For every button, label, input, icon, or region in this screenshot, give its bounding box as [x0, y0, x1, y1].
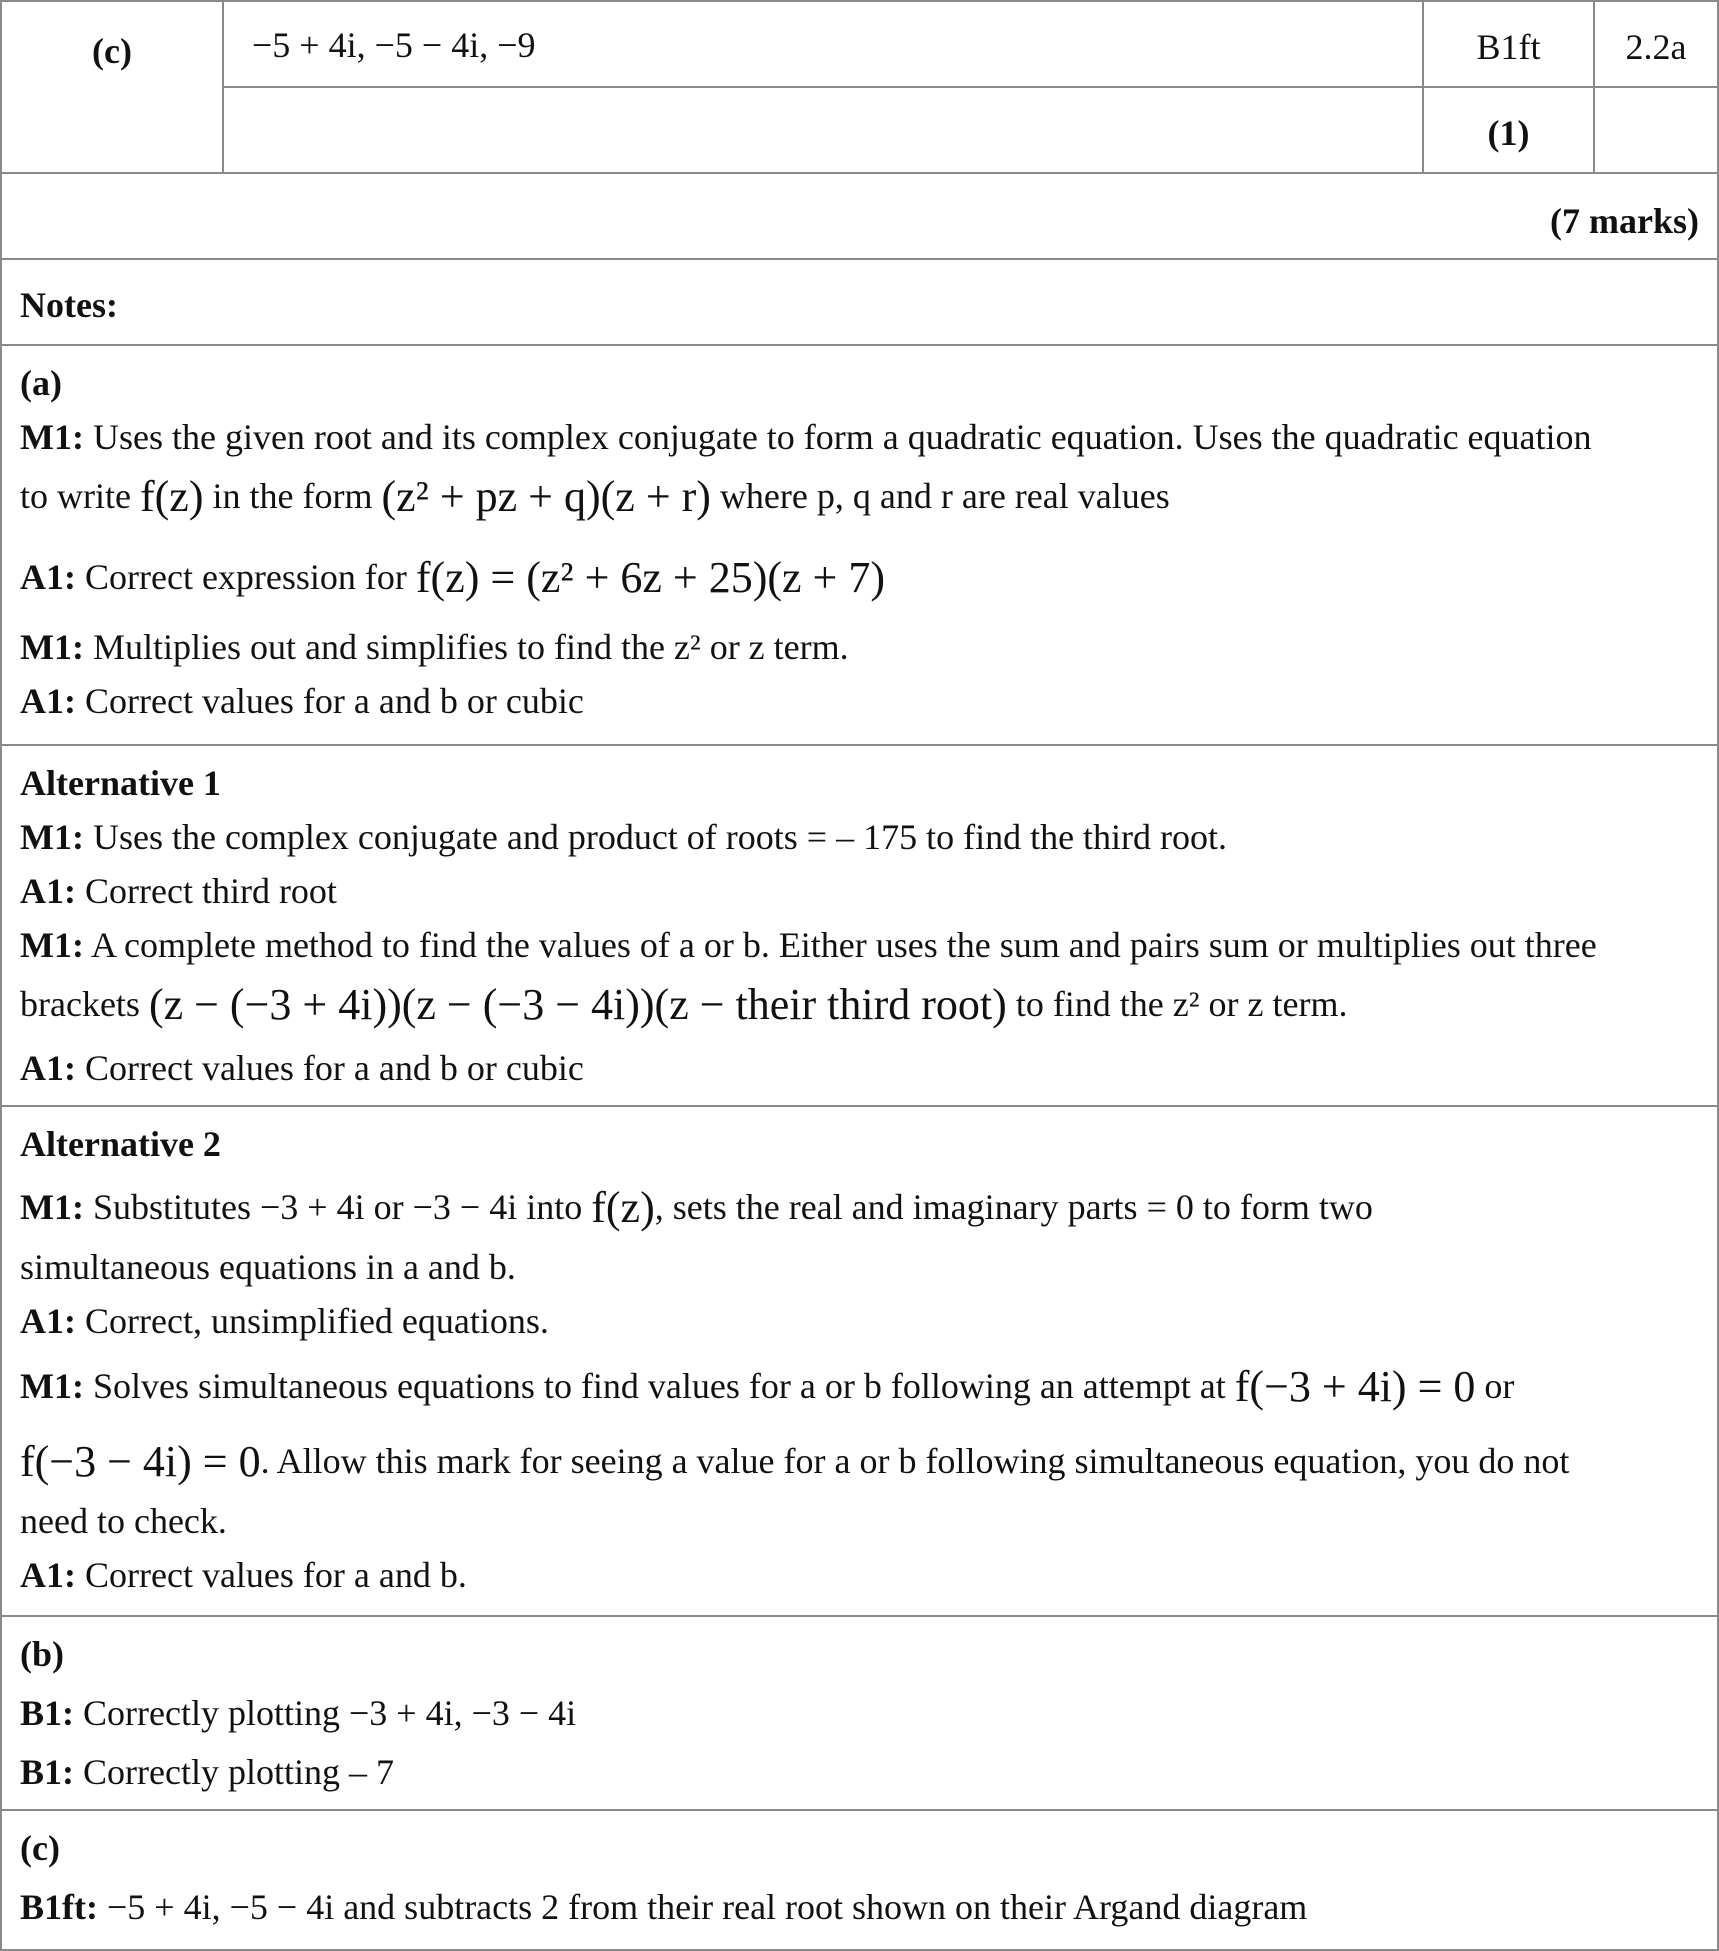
subtotal-row [1, 87, 1718, 173]
part-a-heading: (a) [20, 363, 62, 403]
math-expression: (z² + pz + q)(z + r) [381, 472, 711, 521]
mark-code: B1: [20, 1752, 74, 1792]
note-text: or [373, 1187, 404, 1227]
math-expression: −3 − 4i [412, 1187, 518, 1227]
math-expression: −5 + 4i, −5 − 4i [106, 1887, 335, 1927]
note-text: and subtracts 2 from their real root shown on their Argand diagram [343, 1887, 1308, 1927]
math-expression: f(z) = (z² + 6z + 25)(z + 7) [415, 553, 886, 602]
answer-roots: −5 + 4i, −5 − 4i, −9 [252, 25, 536, 65]
note-text: or [1484, 1366, 1515, 1406]
note-text: Substitutes [92, 1187, 251, 1227]
math-expression: f(−3 − 4i) = 0 [20, 1437, 261, 1486]
total-row [1, 173, 1718, 259]
note-text: Correct values for a and b or cubic [85, 681, 584, 721]
part-a-notes [1, 345, 1718, 745]
note-text: Correct expression for [85, 557, 407, 597]
note-text: to find the z² or z term. [1015, 984, 1348, 1024]
mark-code: B1: [20, 1693, 74, 1733]
note-text: Correctly plotting – 7 [83, 1752, 394, 1792]
note-text: Correct values for a and b. [85, 1555, 467, 1595]
note-text: into [526, 1187, 583, 1227]
note-text: Correct third root [85, 871, 337, 911]
note-text: to write [20, 476, 131, 516]
note-text: . Allow this mark for seeing a value for a or b following simultaneous equation, you do not [260, 1441, 1570, 1481]
mark-code: A1: [20, 1048, 76, 1088]
note-text: Multiplies out and simplifies to find the z² or z term. [92, 627, 849, 667]
note-text: in the form [212, 476, 373, 516]
subtotal-cell: (1) [1423, 87, 1594, 173]
part-c-notes [1, 1810, 1718, 1950]
answer-cell [223, 1, 1423, 87]
note-text: A complete method to find the values of a or b. Either uses the sum and pairs sum or multiplies out three [90, 925, 1597, 965]
mark-cell: B1ft [1423, 1, 1594, 87]
empty-answer-cell [223, 87, 1423, 173]
mark-code: M1: [20, 817, 84, 857]
alternative-1-notes [1, 745, 1718, 1106]
mark-code: M1: [20, 417, 84, 457]
note-text: Uses the complex conjugate and product of roots = – 175 to find the third root. [92, 817, 1228, 857]
mark-code: M1: [20, 1366, 84, 1406]
math-expression: (z − (−3 + 4i))(z − (−3 − 4i))(z − their third root) [148, 980, 1007, 1029]
alt2-heading: Alternative 2 [20, 1124, 221, 1164]
alt1-heading: Alternative 1 [20, 763, 221, 803]
total-marks: (7 marks) [1, 173, 1718, 259]
mark-code: A1: [20, 681, 76, 721]
note-text: Correctly plotting [83, 1693, 340, 1733]
note-text: simultaneous equations in a and b. [20, 1247, 516, 1287]
note-text: Correct values for a and b or cubic [85, 1048, 584, 1088]
math-expression: f(z) [139, 472, 204, 521]
part-label: (c) [1, 1, 223, 173]
note-text: , sets the real and imaginary parts = 0 to form two [654, 1187, 1373, 1227]
note-text: where p, q and r are real values [719, 476, 1170, 516]
mark-code: M1: [20, 1187, 84, 1227]
mark-code: A1: [20, 1301, 76, 1341]
math-expression: −3 + 4i, −3 − 4i [348, 1693, 577, 1733]
mark-code: M1: [20, 925, 84, 965]
answer-row [1, 1, 1718, 87]
mark-code: A1: [20, 1555, 76, 1595]
note-text: Uses the given root and its complex conjugate to form a quadratic equation. Uses the quadratic equation [92, 417, 1592, 457]
notes-row [1, 259, 1718, 345]
note-text: Correct, unsimplified equations. [85, 1301, 549, 1341]
part-c-heading: (c) [20, 1828, 60, 1868]
note-text: Solves simultaneous equations to find values for a or b following an attempt at [92, 1366, 1226, 1406]
empty-ao-cell [1594, 87, 1718, 173]
note-text: brackets [20, 984, 140, 1024]
mark-code: B1ft: [20, 1887, 98, 1927]
mark-code: A1: [20, 871, 76, 911]
ao-cell: 2.2a [1594, 1, 1718, 87]
mark-code: A1: [20, 557, 76, 597]
notes-heading: Notes: [1, 259, 1718, 345]
math-expression: f(z) [591, 1183, 655, 1232]
part-b-heading: (b) [20, 1634, 64, 1674]
mark-code: M1: [20, 627, 84, 667]
math-expression: −3 + 4i [260, 1187, 365, 1227]
alternative-2-notes [1, 1106, 1718, 1616]
math-expression: f(−3 + 4i) = 0 [1234, 1362, 1476, 1411]
note-text: need to check. [20, 1501, 227, 1541]
part-b-notes [1, 1616, 1718, 1810]
